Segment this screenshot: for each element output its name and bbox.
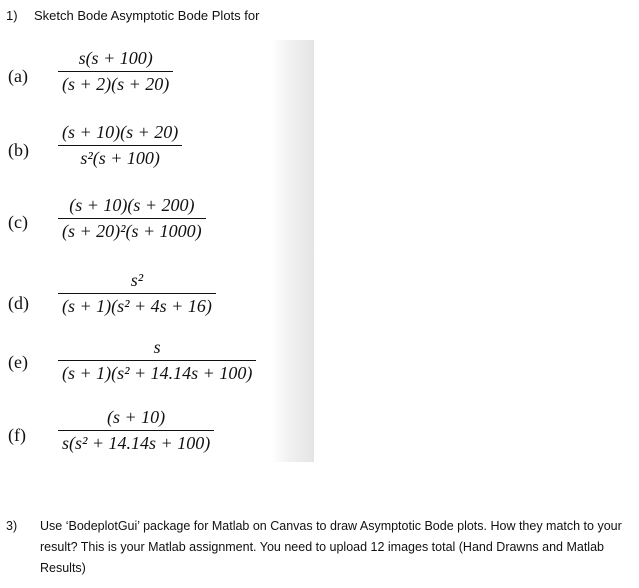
denominator: (s + 2)(s + 20) bbox=[62, 74, 170, 94]
transfer-function-fraction bbox=[58, 195, 206, 242]
transfer-function-fraction bbox=[58, 270, 216, 317]
denominator: s(s² + 14.14s + 100) bbox=[62, 433, 211, 453]
problem-label: (c) bbox=[8, 212, 28, 232]
question-number: 1) bbox=[6, 8, 18, 23]
question-1-heading bbox=[6, 8, 259, 23]
scanned-textbook-excerpt bbox=[8, 40, 314, 462]
problem-label: (d) bbox=[8, 293, 29, 313]
denominator: (s + 1)(s² + 14.14s + 100) bbox=[62, 363, 253, 383]
problem-label: (e) bbox=[8, 352, 28, 372]
numerator: s² bbox=[130, 270, 144, 290]
numerator: s bbox=[153, 337, 161, 357]
problem-label: (b) bbox=[8, 140, 29, 160]
question-text: Sketch Bode Asymptotic Bode Plots for bbox=[34, 8, 260, 23]
numerator: (s + 10) bbox=[107, 407, 166, 427]
transfer-function-fraction bbox=[58, 337, 256, 384]
denominator: s²(s + 100) bbox=[80, 148, 160, 168]
question-3 bbox=[6, 516, 632, 579]
numerator: (s + 10)(s + 200) bbox=[69, 195, 195, 215]
question-text: Use ‘BodeplotGui’ package for Matlab on Canvas to draw Asymptotic Bode plots. How they match to your result? This is your Matlab assignment. You need to upload 12 images total (Hand Drawns and Matlab Results) bbox=[40, 519, 622, 575]
transfer-function-fraction bbox=[58, 48, 173, 95]
problem-label: (a) bbox=[8, 66, 28, 86]
transfer-function-fraction bbox=[58, 407, 214, 454]
numerator: s(s + 100) bbox=[78, 48, 153, 68]
transfer-function-fraction bbox=[58, 122, 182, 169]
denominator: (s + 20)²(s + 1000) bbox=[62, 221, 202, 241]
denominator: (s + 1)(s² + 4s + 16) bbox=[62, 296, 212, 316]
question-number: 3) bbox=[6, 519, 18, 533]
problem-label: (f) bbox=[8, 425, 26, 445]
numerator: (s + 10)(s + 20) bbox=[62, 122, 179, 142]
